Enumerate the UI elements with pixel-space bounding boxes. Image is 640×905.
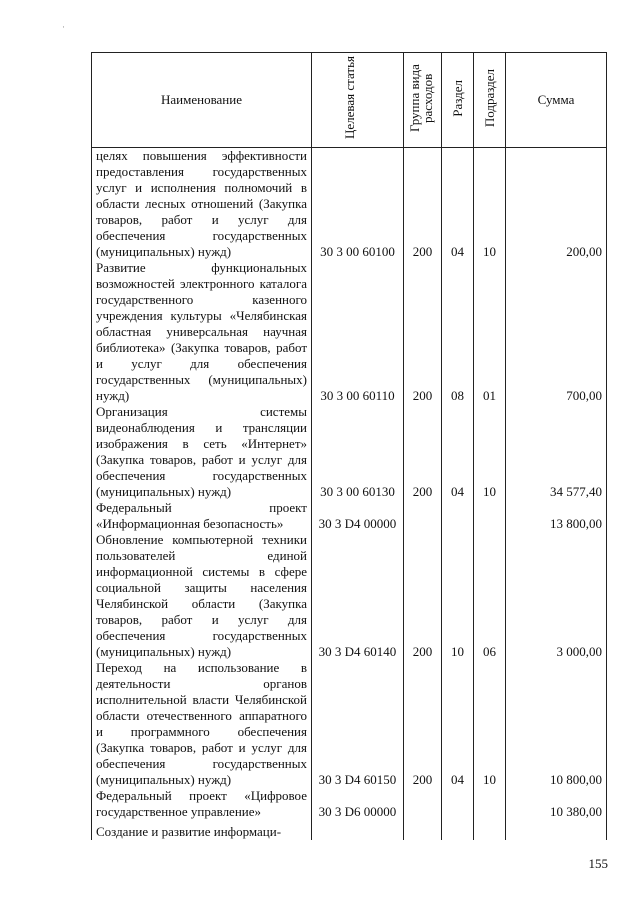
header-group: Группа вида расходов: [404, 53, 442, 148]
row-name: Федеральный проект «Информационная безопасность»: [92, 500, 312, 532]
row-sum: 34 577,40: [506, 404, 607, 500]
row-target: 30 3 D4 60140: [312, 532, 404, 660]
row-section: [442, 500, 474, 532]
header-target: Целевая статья: [312, 53, 404, 148]
header-subsection: Подраздел: [474, 53, 506, 148]
table-row: [92, 260, 607, 404]
header-sum: Сумма: [506, 53, 607, 148]
row-target: 30 3 D4 60150: [312, 660, 404, 788]
row-name: Создание и развитие информаци-: [92, 820, 312, 840]
row-group: [404, 500, 442, 532]
budget-table: [91, 52, 607, 840]
row-sum: [506, 820, 607, 840]
row-section: 04: [442, 404, 474, 500]
row-target: 30 3 00 60130: [312, 404, 404, 500]
row-name: Федеральный проект «Цифровое государственное управление»: [92, 788, 312, 820]
row-subsection: 06: [474, 532, 506, 660]
row-group: [404, 820, 442, 840]
table-row: [92, 660, 607, 788]
row-group: 200: [404, 148, 442, 261]
row-group: 200: [404, 404, 442, 500]
row-subsection: 01: [474, 260, 506, 404]
row-sum: 10 380,00: [506, 788, 607, 820]
table-row: [92, 532, 607, 660]
row-section: [442, 788, 474, 820]
budget-table-container: [91, 52, 606, 839]
page-number: 155: [588, 856, 608, 871]
row-group: 200: [404, 532, 442, 660]
row-name: Развитие функциональных возможностей электронного каталога государственного казенного учреждения культуры «Челябинская областная универсальная научная библиотека» (Закупка товаров, работ и услуг для обеспечения государственных (муниципальных) нужд): [92, 260, 312, 404]
row-subsection: 10: [474, 148, 506, 261]
row-name: Организация системы видеонаблюдения и трансляции изображения в сеть «Интернет» (Закупка товаров, работ и услуг для обеспечения государственных (муниципальных) нужд): [92, 404, 312, 500]
row-name: Обновление компьютерной техники пользователей единой информационной системы в сфере социальной защиты населения Челябинской области (Закупка товаров, работ и услуг для обеспечения государственных (муниципальных) нужд): [92, 532, 312, 660]
table-row: [92, 788, 607, 820]
row-section: 04: [442, 660, 474, 788]
row-subsection: 10: [474, 660, 506, 788]
row-group: 200: [404, 260, 442, 404]
row-section: [442, 820, 474, 840]
header-section: Раздел: [442, 53, 474, 148]
row-group: 200: [404, 660, 442, 788]
table-row: [92, 820, 607, 840]
table-row: [92, 500, 607, 532]
row-target: 30 3 D6 00000: [312, 788, 404, 820]
row-target: [312, 820, 404, 840]
row-section: 10: [442, 532, 474, 660]
row-subsection: [474, 820, 506, 840]
row-subsection: [474, 500, 506, 532]
row-sum: 10 800,00: [506, 660, 607, 788]
row-group: [404, 788, 442, 820]
table-row: [92, 404, 607, 500]
row-sum: 700,00: [506, 260, 607, 404]
table-row: [92, 148, 607, 261]
row-subsection: 10: [474, 404, 506, 500]
page-mark: ·: [62, 22, 65, 32]
row-sum: 3 000,00: [506, 532, 607, 660]
row-section: 04: [442, 148, 474, 261]
row-name: целях повышения эффективности предоставления государственных услуг и исполнения полномочий в области лесных отношений (Закупка товаров, работ и услуг для обеспечения государственных (муниципальных) нужд): [92, 148, 312, 261]
table-header-row: [92, 53, 607, 148]
row-name: Переход на использование в деятельности органов исполнительной власти Челябинской области отечественного аппаратного и программного обеспечения (Закупка товаров, работ и услуг для обеспечения государственных (муниципальных) нужд): [92, 660, 312, 788]
row-subsection: [474, 788, 506, 820]
row-target: 30 3 D4 00000: [312, 500, 404, 532]
row-section: 08: [442, 260, 474, 404]
row-target: 30 3 00 60110: [312, 260, 404, 404]
row-target: 30 3 00 60100: [312, 148, 404, 261]
row-sum: 200,00: [506, 148, 607, 261]
header-name: Наименование: [92, 53, 312, 148]
row-sum: 13 800,00: [506, 500, 607, 532]
